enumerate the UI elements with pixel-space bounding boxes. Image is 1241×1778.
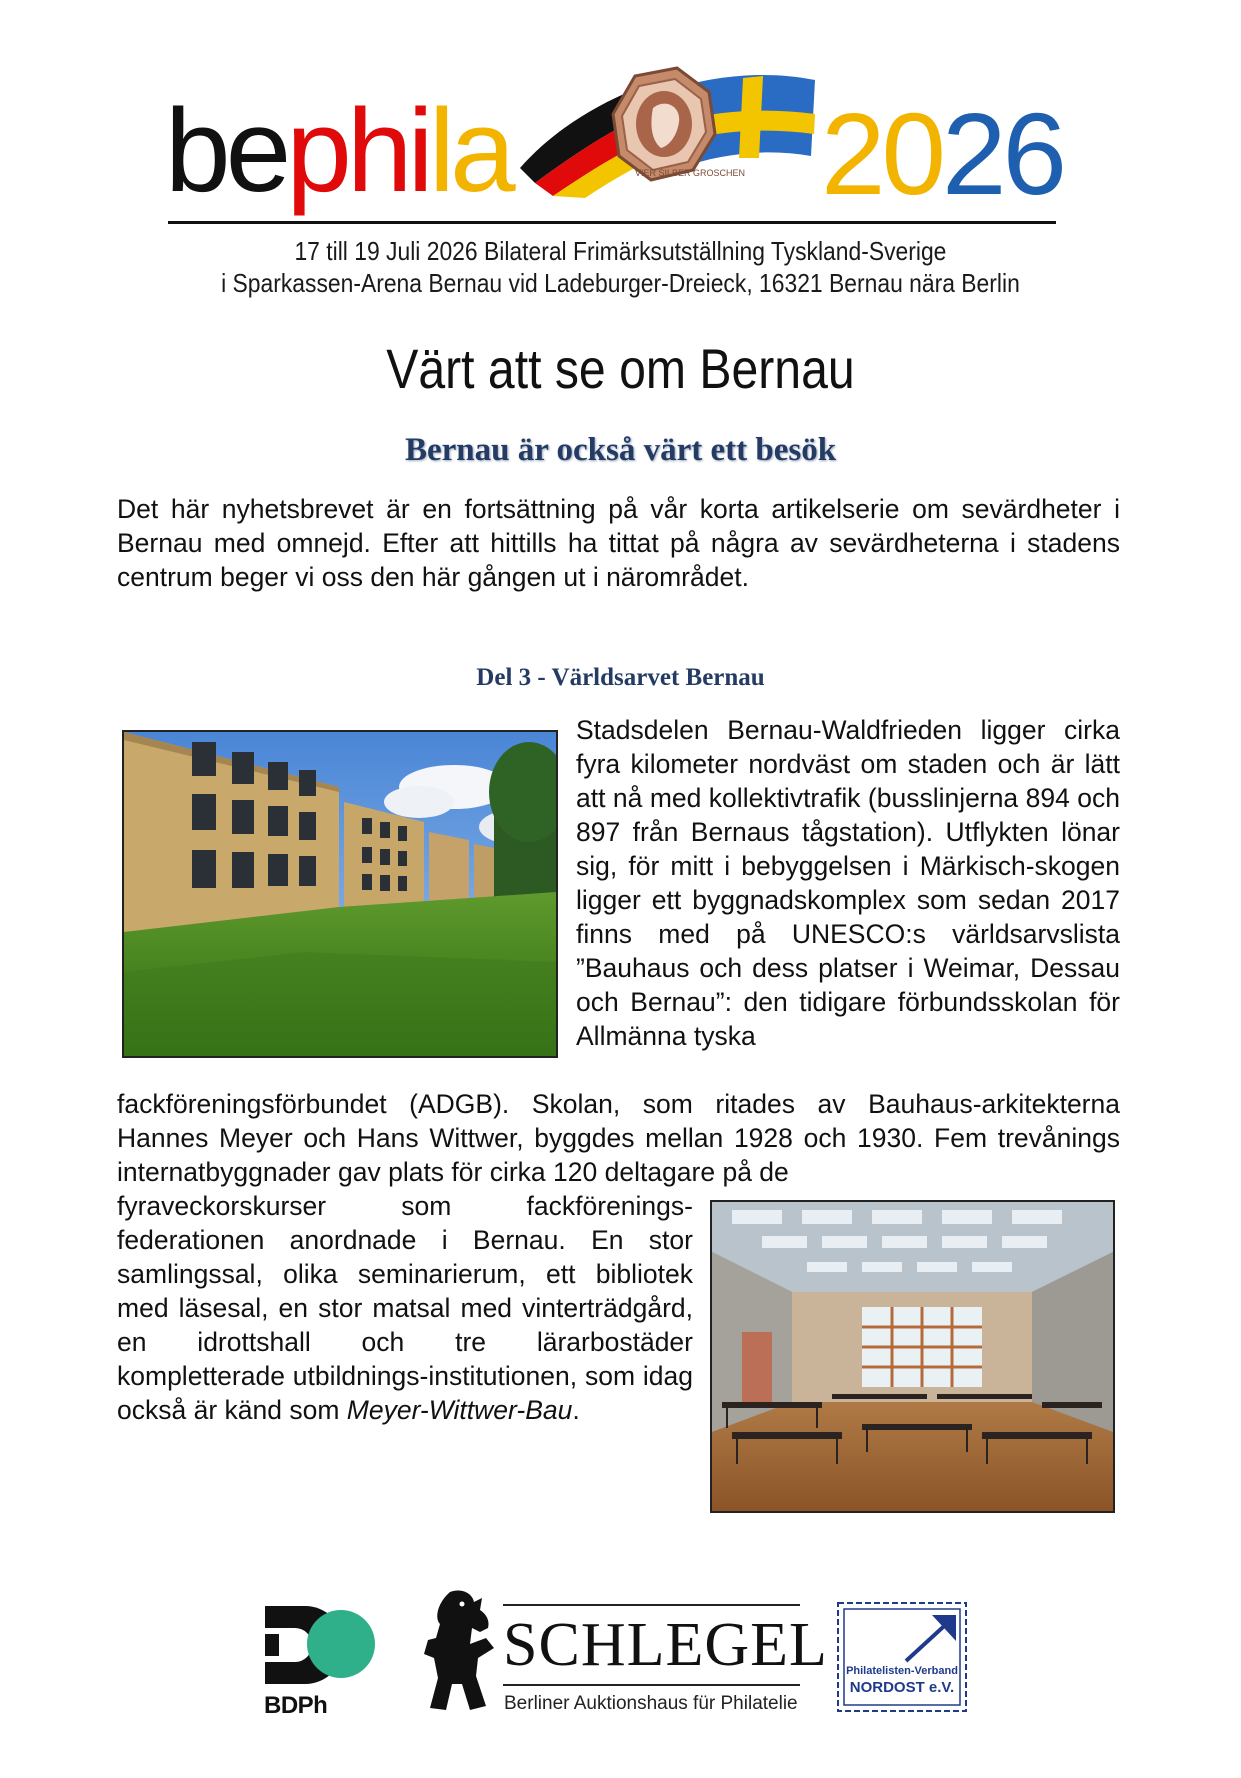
berlin-bear-icon <box>420 1588 498 1716</box>
bdph-label: BDPh <box>264 1692 328 1719</box>
logo-part-be: be <box>165 85 287 217</box>
article-column-right: Stadsdelen Bernau-Waldfrieden ligger cirka fyra kilometer nordväst om staden och är lätt att nå med kollektivtrafik (busslinjerna 894 och 897 från Bernaus tågstation). Utflykten lönar sig, för mitt i bebyggelsen i Märkisch-skogen ligger ett byggnadskomplex som sedan 2017 finns med på UNESCO:s världsarvslista ”Bauhaus och dess platser i Weimar, Dessau och Bernau”: den tidigare förbundsskolan för Allmänna tyska <box>576 715 1120 1051</box>
nordost-line-1: Philatelisten-Verband <box>846 1665 958 1677</box>
nordost-line-2: NORDOST e.V. <box>849 1679 955 1696</box>
page-title: Värt att se om Bernau <box>386 337 855 400</box>
year-digit: 2 <box>820 89 882 219</box>
article-left-text: fyraveckorskurser som fackförenings-federationen anordnade i Bernau. En stor samlingssal, olika seminarierum, ett bibliotek med läsesal, en stor matsal med vinterträdgård, en idrottshall och tre lärarbostäder kompletterade utbildnings-institutionen, som idag också är känd som <box>117 1191 693 1425</box>
schlegel-name: SCHLEGEL <box>503 1611 828 1679</box>
photo-building-exterior <box>122 730 558 1058</box>
schlegel-rule-bottom <box>503 1684 800 1686</box>
article-building-name: Meyer-Wittwer-Bau <box>346 1395 573 1425</box>
article-left-end: . <box>572 1395 580 1425</box>
article-full-width: fackföreningsförbundet (ADGB). Skolan, som ritades av Bauhaus-arkitekterna Hannes Meyer och Hans Wittwer, byggdes mellan 1928 och 1930. Fem trevånings internatbyggnader gav plats för cirka 120 deltagare på de <box>117 1089 1120 1187</box>
schlegel-rule-top <box>503 1604 800 1606</box>
event-dates-line: 17 till 19 Juli 2026 Bilateral Frimärksutställning Tyskland-Sverige <box>294 236 947 266</box>
year-digit: 0 <box>881 89 942 219</box>
stamp-emblem-icon <box>515 58 825 198</box>
photo-dining-hall <box>710 1200 1115 1513</box>
header-divider <box>168 221 1056 224</box>
emblem-text: VIER SILBER GROSCHEN <box>635 168 746 178</box>
bephila-logo <box>165 85 511 217</box>
logo-part-phi: phi <box>286 85 429 217</box>
schlegel-tagline: Berliner Auktionshaus für Philatelie <box>504 1693 798 1714</box>
page-subtitle: Bernau är också värt ett besök <box>404 432 837 468</box>
year-logo <box>820 89 1063 219</box>
year-digit: 2 <box>941 89 1003 219</box>
nordost-stamp-icon <box>836 1601 968 1713</box>
section-heading: Del 3 - Världsarvet Bernau <box>476 664 765 691</box>
event-venue-line: i Sparkassen-Arena Bernau vid Ladeburger-Dreieck, 16321 Bernau nära Berlin <box>221 268 1020 298</box>
logo-part-la: la <box>428 85 511 217</box>
intro-paragraph: Det här nyhetsbrevet är en fortsättning på vår korta artikelserie om sevärdheter i Bernau med omnejd. Efter att hittills ha tittat på några av sevärdheterna i stadens centrum beger vi oss den här gången ut i närområdet. <box>117 494 1120 592</box>
article-column-left <box>117 1189 693 1427</box>
year-digit: 6 <box>1002 89 1063 219</box>
